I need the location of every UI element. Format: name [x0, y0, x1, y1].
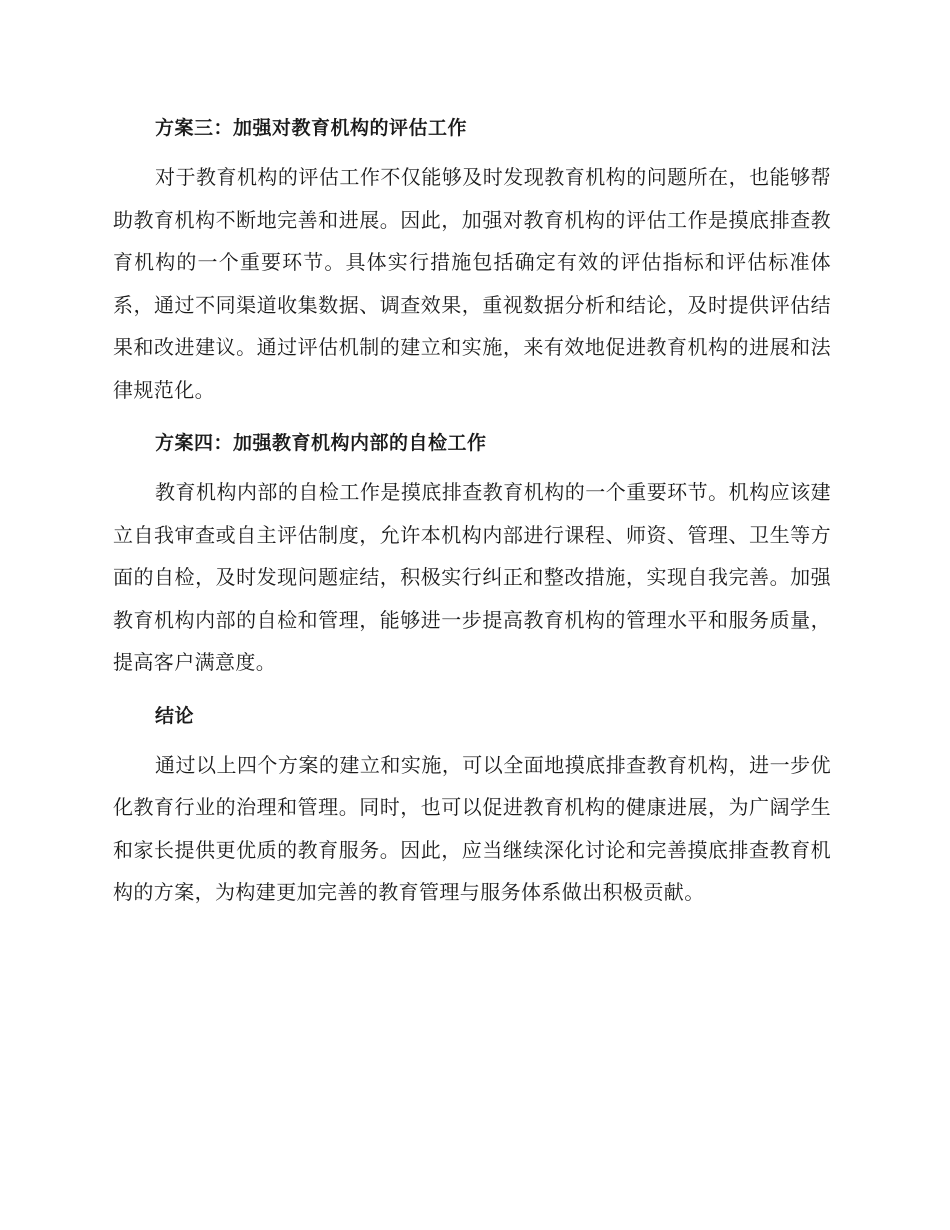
- section-heading-conclusion: 结论: [155, 704, 195, 727]
- section-paragraph-conclusion: 通过以上四个方案的建立和实施，可以全面地摸底排查教育机构，进一步优化教育行业的治理和管理。同时，也可以促进教育机构的健康进展，为广阔学生和家长提供更优质的教育服务。因此，应当继续深化讨论和完善摸底排查教育机构的方案，为构建更加完善的教育管理与服务体系做出积极贡献。: [113, 752, 831, 904]
- document-body: [113, 108, 831, 914]
- section-heading-plan-3: 方案三：加强对教育机构的评估工作: [155, 117, 468, 139]
- section-paragraph-plan-4: 教育机构内部的自检工作是摸底排查教育机构的一个重要环节。机构应该建立自我审查或自主评估制度，允许本机构内部进行课程、师资、管理、卫生等方面的自检，及时发现问题症结，积极实行纠正和整改措施，实现自我完善。加强教育机构内部的自检和管理，能够进一步提高教育机构的管理水平和服务质量，提高客户满意度。: [113, 480, 831, 674]
- section-heading-plan-4: 方案四：加强教育机构内部的自检工作: [155, 432, 487, 454]
- section-paragraph-plan-3: 对于教育机构的评估工作不仅能够及时发现教育机构的问题所在，也能够帮助教育机构不断地完善和进展。因此，加强对教育机构的评估工作是摸底排查教育机构的一个重要环节。具体实行措施包括确定有效的评估指标和评估标准体系，通过不同渠道收集数据、调查效果，重视数据分析和结论，及时提供评估结果和改进建议。通过评估机制的建立和实施，来有效地促进教育机构的进展和法律规范化。: [113, 165, 831, 402]
